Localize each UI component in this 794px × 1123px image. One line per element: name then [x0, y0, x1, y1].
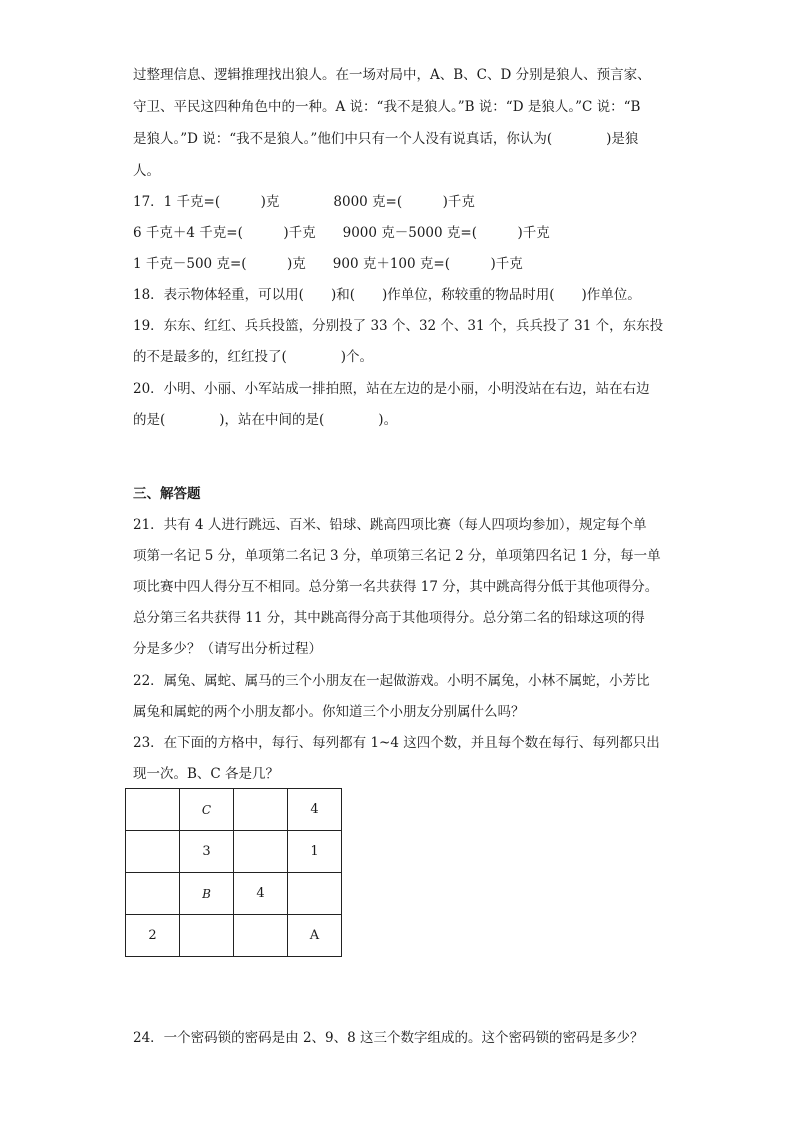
grid-row [126, 873, 342, 915]
grid-cell [288, 873, 342, 915]
grid-cell: 4 [288, 789, 342, 831]
q20-line-2: 的是( )，站在中间的是( )。 [133, 412, 398, 428]
q22-line-2: 属兔和属蛇的两个小朋友都小。你知道三个小朋友分别属什么吗？ [133, 704, 525, 720]
grid-cell-c: C [180, 789, 234, 831]
q21-line-5: 分是多少？（请写出分析过程） [133, 641, 322, 657]
q21-line-3: 项比赛中四人得分互不相同。总分第一名共获得 17 分，其中跳高得分低于其他项得分。 [133, 579, 659, 595]
grid-cell: 2 [126, 915, 180, 957]
q21-line-4: 总分第三名共获得 11 分，其中跳高得分高于其他项得分。总分第二名的铅球这项的得 [133, 610, 645, 626]
grid-cell-b: B [180, 873, 234, 915]
q16-line-4: 人。 [133, 163, 160, 179]
q18-line-1: 18．表示物体轻重，可以用( )和( )作单位，称较重的物品时用( )作单位。 [133, 287, 641, 303]
q19-line-1: 19．东东、红红、兵兵投篮，分别投了 33 个、32 个、31 个，兵兵投了 31 个，东东投 [133, 318, 664, 334]
grid-cell [234, 915, 288, 957]
q17-line-1: 17．1 千克=( )克 8000 克=( )千克 [133, 194, 475, 210]
q23-line-1: 23．在下面的方格中，每行、每列都有 1~4 这四个数，并且每个数在每行、每列都只出 [133, 735, 660, 751]
grid-cell [126, 831, 180, 873]
section-title: 三、解答题 [133, 486, 201, 502]
q17-line-2: 6 千克＋4 千克=( )千克 9000 克－5000 克=( )千克 [133, 225, 550, 241]
grid-cell: 1 [288, 831, 342, 873]
q24-line-1: 24．一个密码锁的密码是由 2、9、8 这三个数字组成的。这个密码锁的密码是多少？ [133, 1030, 644, 1046]
grid-cell [126, 789, 180, 831]
grid-cell-a: A [288, 915, 342, 957]
q19-line-2: 的不是最多的，红红投了( )个。 [133, 349, 374, 365]
q23-line-2: 现一次。B、C 各是几？ [133, 766, 280, 782]
number-grid [125, 788, 342, 957]
q16-line-3: 是狼人。”D 说：“我不是狼人。”他们中只有一个人没有说真话，你认为( )是狼 [133, 131, 639, 147]
q16-line-1: 过整理信息、逻辑推理找出狼人。在一场对局中，A、B、C、D 分别是狼人、预言家、 [133, 67, 651, 83]
grid-row [126, 831, 342, 873]
grid-cell [180, 915, 234, 957]
grid-cell [234, 789, 288, 831]
grid-row [126, 915, 342, 957]
q16-line-2: 守卫、平民这四种角色中的一种。A 说：“我不是狼人。”B 说：“D 是狼人。”C 说：“B [133, 99, 641, 115]
grid-cell: 4 [234, 873, 288, 915]
q17-line-3: 1 千克－500 克=( )克 900 克＋100 克=( )千克 [133, 256, 523, 272]
grid-cell: 3 [180, 831, 234, 873]
q21-line-1: 21．共有 4 人进行跳远、百米、铅球、跳高四项比赛（每人四项均参加），规定每个单 [133, 517, 647, 533]
grid-cell [234, 831, 288, 873]
grid-cell [126, 873, 180, 915]
q20-line-1: 20．小明、小丽、小军站成一排拍照，站在左边的是小丽，小明没站在右边，站在右边 [133, 381, 650, 397]
grid-row [126, 789, 342, 831]
q21-line-2: 项第一名记 5 分，单项第二名记 3 分，单项第三名记 2 分，单项第四名记 1 分，每一单 [133, 548, 661, 564]
q22-line-1: 22．属兔、属蛇、属马的三个小朋友在一起做游戏。小明不属兔，小林不属蛇，小芳比 [133, 673, 650, 689]
